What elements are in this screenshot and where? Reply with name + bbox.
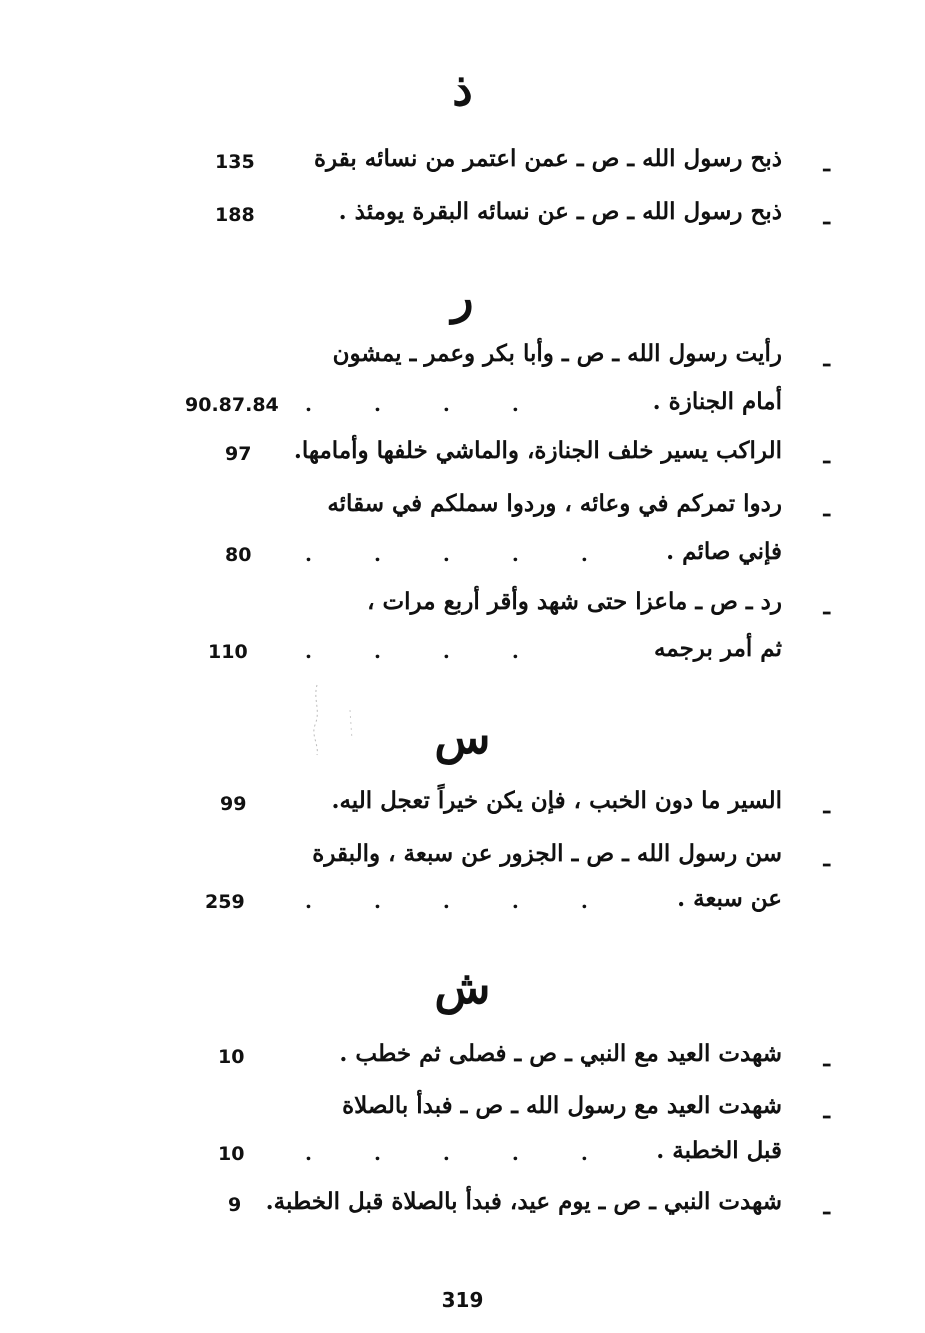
entry-page-ref: 80 (225, 544, 252, 566)
entry-text-line: رد ـ ص ـ ماعزا حتى شهد وأقر أربع مرات ، (367, 588, 782, 615)
entry-text-line: أمام الجنازة . (652, 388, 782, 415)
section-letter-ra: ر (451, 270, 474, 324)
entry-page-ref: 10 (218, 1046, 245, 1068)
entry-page-ref: 135 (215, 151, 255, 173)
section-letter-shin: ش (434, 960, 491, 1014)
section-letter-dhal: ذ (452, 62, 473, 116)
leader-dots: .... (305, 392, 581, 416)
entry-text-line: فإني صائم . (666, 538, 782, 565)
entry-text: شهدت العيد مع النبي ـ ص ـ فصلى ثم خطب . (339, 1040, 782, 1067)
leader-dots: ..... (305, 889, 650, 913)
entry-text-line: ثم أمر برجمه (653, 635, 782, 662)
entry-dash: ـ (823, 443, 830, 469)
index-entry (150, 1188, 830, 1230)
entry-dash: ـ (823, 1098, 830, 1124)
entry-text: ذبح رسول الله ـ ص ـ عن نسائه البقرة يومئذ . (338, 198, 782, 225)
entry-text-line: رأيت رسول الله ـ ص ـ وأبا بكر وعمر ـ يمشون (332, 340, 782, 367)
entry-page-ref: 9 (228, 1194, 242, 1216)
index-entry-continuation (150, 388, 830, 430)
entry-dash: ـ (823, 496, 830, 522)
leader-dots: ..... (305, 1141, 650, 1165)
index-entry (150, 787, 830, 829)
entry-dash: ـ (823, 151, 830, 177)
index-entry-continuation (150, 885, 830, 927)
index-entry (150, 145, 830, 187)
entry-text-line: قبل الخطبة . (656, 1137, 782, 1164)
entry-page-ref: 110 (208, 641, 248, 663)
entry-text-line: سن رسول الله ـ ص ـ الجزور عن سبعة ، والبقرة (312, 840, 782, 867)
index-entry (150, 1092, 830, 1134)
entry-text-line: شهدت العيد مع رسول الله ـ ص ـ فبدأ بالصلاة (342, 1092, 782, 1119)
page-number: 319 (441, 1288, 484, 1312)
index-entry-continuation (150, 1137, 830, 1179)
entry-page-ref: 259 (205, 891, 245, 913)
leader-dots: .... (305, 639, 581, 663)
section-letter-sin: س (434, 710, 491, 764)
entry-text: الراكب يسير خلف الجنازة، والماشي خلفها وأمامها. (293, 437, 782, 464)
index-entry (150, 1040, 830, 1082)
index-entry (150, 437, 830, 479)
entry-dash: ـ (823, 1194, 830, 1220)
index-entry (150, 490, 830, 532)
entry-dash: ـ (823, 346, 830, 372)
entry-dash: ـ (823, 204, 830, 230)
index-entry (150, 340, 830, 382)
entry-page-ref: 99 (220, 793, 247, 815)
index-entry (150, 588, 830, 630)
entry-text: ذبح رسول الله ـ ص ـ عمن اعتمر من نسائه بقرة (314, 145, 782, 172)
entry-text: شهدت النبي ـ ص ـ يوم عيد، فبدأ بالصلاة قبل الخطبة. (265, 1188, 782, 1215)
entry-page-ref: 90.87.84 (185, 394, 279, 416)
entry-dash: ـ (823, 846, 830, 872)
index-entry-continuation (150, 635, 830, 677)
entry-text-line: ردوا تمركم في وعائه ، وردوا سملكم في سقائه (327, 490, 782, 517)
index-entry-continuation (150, 538, 830, 580)
index-entry (150, 840, 830, 882)
entry-dash: ـ (823, 594, 830, 620)
entry-dash: ـ (823, 793, 830, 819)
entry-page-ref: 188 (215, 204, 255, 226)
entry-dash: ـ (823, 1046, 830, 1072)
entry-text: السير ما دون الخبب ، فإن يكن خيراً تعجل اليه. (331, 787, 782, 814)
entry-text-line: عن سبعة . (677, 885, 782, 912)
entry-page-ref: 10 (218, 1143, 245, 1165)
entry-page-ref: 97 (225, 443, 252, 465)
leader-dots: ..... (305, 542, 650, 566)
index-entry (150, 198, 830, 240)
